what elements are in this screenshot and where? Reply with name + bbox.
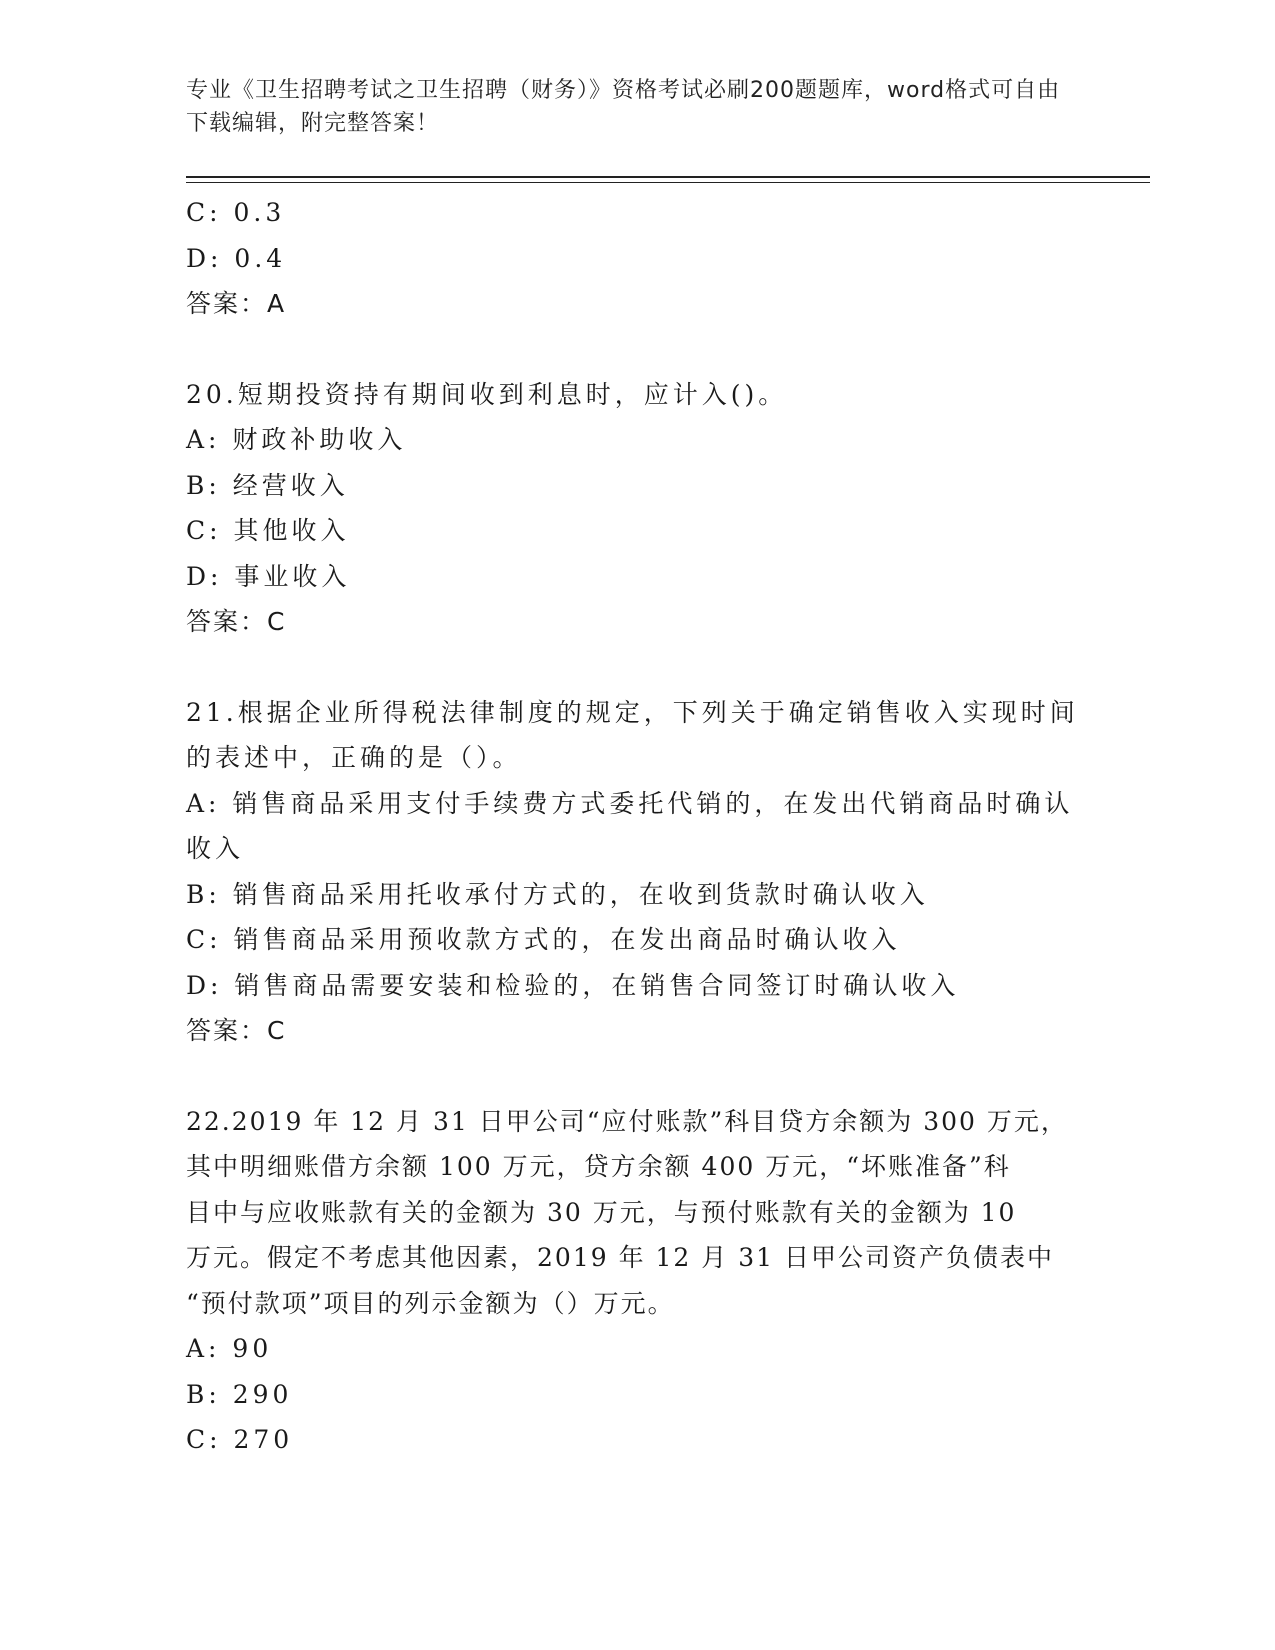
option-c: C: 其他收入 (186, 516, 350, 545)
question-19-tail (186, 190, 1086, 327)
question-22 (186, 1099, 1086, 1463)
option-a: A: 财政补助收入 (186, 425, 407, 454)
question-text-line-5: “预付款项”项目的列示金额为（）万元。 (186, 1288, 675, 1318)
spacer (186, 645, 1086, 690)
question-text-line-2: 其中明细账借方余额 100 万元，贷方余额 400 万元，“坏账准备”科 (186, 1152, 1011, 1181)
question-text-line-1: 21.根据企业所得税法律制度的规定，下列关于确定销售收入实现时间 (186, 697, 1079, 727)
spacer (186, 327, 1086, 372)
question-21 (186, 690, 1086, 1054)
option-a-line-2: 收入 (186, 834, 245, 863)
option-d: D: 销售商品需要安装和检验的，在销售合同签订时确认收入 (186, 970, 960, 1000)
question-text-line-1: 22.2019 年 12 月 31 日甲公司“应付账款”科目贷方余额为 300 万元， (186, 1106, 1068, 1136)
option-d: D: 事业收入 (186, 561, 351, 591)
option-a: A: 90 (186, 1334, 273, 1363)
document-body (186, 190, 1086, 1463)
option-b: B: 290 (186, 1379, 293, 1409)
document-header (186, 74, 1066, 140)
option-c: C: 0.3 (186, 198, 286, 227)
question-20 (186, 372, 1086, 645)
option-b: B: 销售商品采用托收承付方式的，在收到货款时确认收入 (186, 879, 929, 909)
question-text-line-4: 万元。假定不考虑其他因素，2019 年 12 月 31 日甲公司资产负债表中 (186, 1243, 1054, 1272)
question-text-line-3: 目中与应收账款有关的金额为 30 万元，与预付账款有关的金额为 10 (186, 1197, 1017, 1227)
header-text: 专业《卫生招聘考试之卫生招聘（财务）》资格考试必刷200题题库，word格式可自由下载编辑，附完整答案！ (186, 78, 1061, 136)
answer: 答案：A (186, 289, 287, 318)
answer: 答案：C (186, 607, 287, 636)
option-a-line-1: A: 销售商品采用支付手续费方式委托代销的，在发出代销商品时确认 (186, 788, 1074, 818)
question-text: 20.短期投资持有期间收到利息时，应计入()。 (186, 379, 788, 409)
header-divider-thin (186, 182, 1150, 183)
option-c: C: 销售商品采用预收款方式的，在发出商品时确认收入 (186, 925, 901, 954)
option-c: C: 270 (186, 1425, 294, 1454)
spacer (186, 1054, 1086, 1099)
option-b: B: 经营收入 (186, 470, 349, 500)
answer: 答案：C (186, 1016, 287, 1045)
question-text-line-2: 的表述中，正确的是（）。 (186, 743, 522, 772)
header-divider-thick (186, 176, 1150, 178)
option-d: D: 0.4 (186, 243, 287, 273)
